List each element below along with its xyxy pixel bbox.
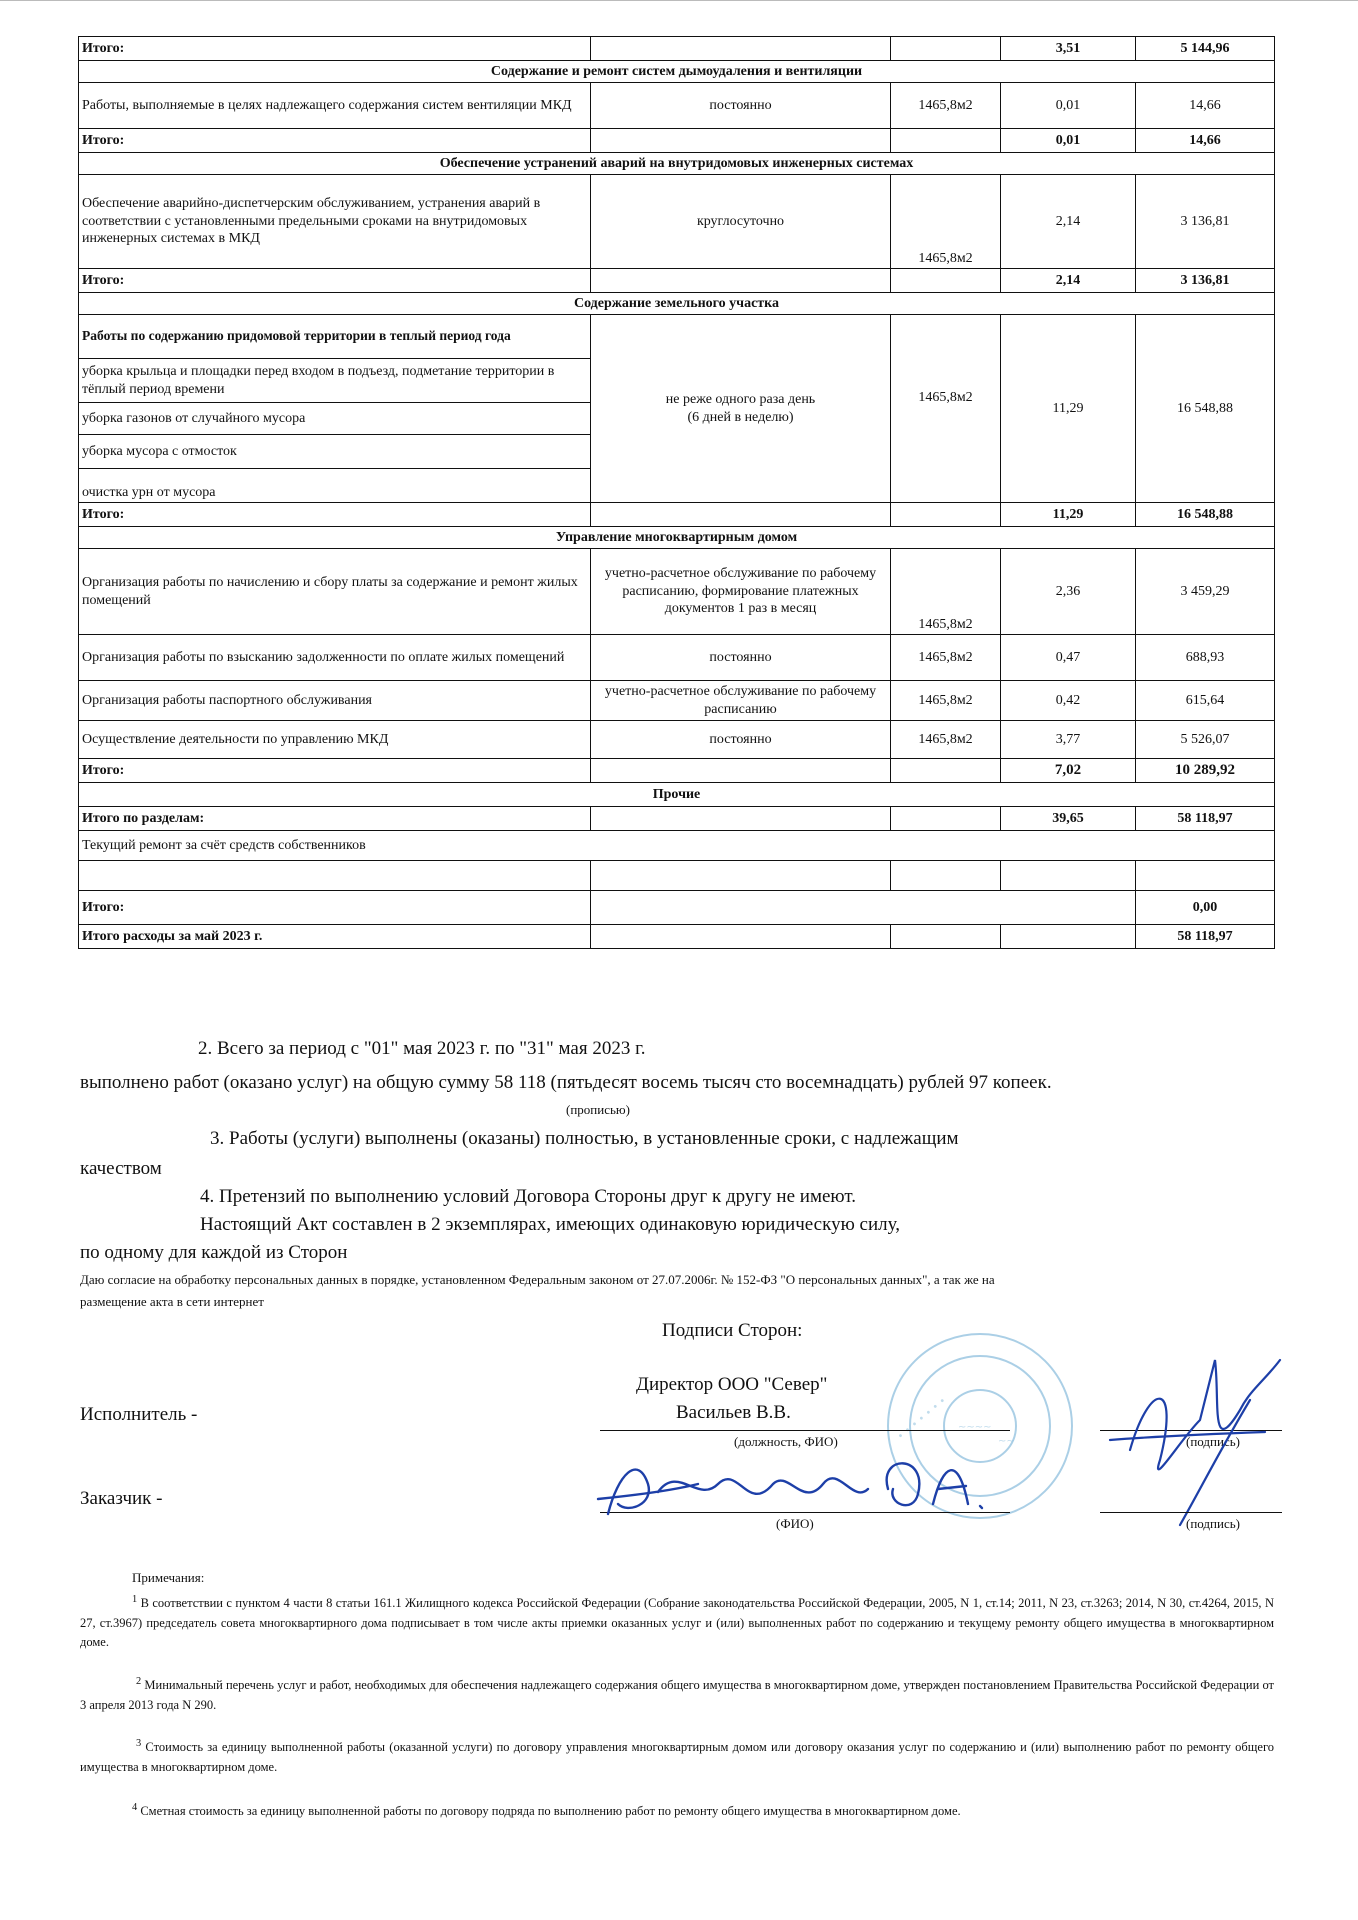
svg-text:~~: ~~: [998, 1436, 1015, 1447]
work-sum: 615,64: [1136, 681, 1275, 721]
work-sum: 3 459,29: [1136, 549, 1275, 635]
work-rate: 11,29: [1001, 315, 1136, 503]
note-1: $^1$ В соответствии с пунктом 4 части 8 статьи 161.1 Жилищного кодекса Российской Федерации (Собрание законодательства Российской Федерации, 2005, N 1, ст.14; 2011, N 23, ст.3263; 2014, N 30, ст.4264, 2015, N 27, ст.3967) председатель совета многоквартирного дома подписывает в том числе акты приемки оказанных услуг и (или) выполненных работ по содержанию и текущему ремонту общего имущества в многоквартирном доме.: [80, 1594, 1274, 1649]
work-sum: 3 136,81: [1136, 175, 1275, 269]
total-row: [79, 269, 1275, 293]
work-sum: 14,66: [1136, 83, 1275, 129]
work-name: Осуществление деятельности по управлению МКД: [79, 721, 591, 759]
total-row: [79, 925, 1275, 949]
total-sum: 10 289,92: [1136, 759, 1275, 783]
total-label: Итого:: [79, 891, 591, 925]
work-period: постоянно: [591, 83, 891, 129]
total-row: [79, 503, 1275, 527]
table-row: [79, 721, 1275, 759]
customer-label: Заказчик -: [80, 1488, 163, 1509]
note-1-marker: 1: [132, 1594, 138, 1605]
executor-signature: [1090, 1340, 1290, 1530]
total-rate: 39,65: [1001, 807, 1136, 831]
note-3-marker: 3: [136, 1738, 142, 1749]
total-label: Итого расходы за май 2023 г.: [79, 925, 591, 949]
table-row: [79, 635, 1275, 681]
total-sum: 0,00: [1136, 891, 1275, 925]
total-rate: 11,29: [1001, 503, 1136, 527]
section-title: Обеспечение устранений аварий на внутридомовых инженерных системах: [79, 153, 1275, 175]
paragraph-5-line-1: Настоящий Акт составлен в 2 экземплярах, имеющих одинаковую юридическую силу,: [200, 1214, 900, 1235]
customer-sign-line: [1100, 1512, 1282, 1513]
consent-line-2: размещение акта в сети интернет: [80, 1294, 264, 1309]
work-rate: 3,77: [1001, 721, 1136, 759]
signatures-title: Подписи Сторон:: [662, 1320, 803, 1341]
total-sum: 3 136,81: [1136, 269, 1275, 293]
work-group-head: Работы по содержанию придомовой территории в теплый период года: [79, 315, 591, 359]
table-row: [79, 83, 1275, 129]
customer-sign-caption: (подпись): [1186, 1516, 1240, 1531]
svg-text:~~~~: ~~~~: [958, 1422, 992, 1433]
paragraph-3-line-2: качеством: [80, 1158, 162, 1179]
total-label: Итого:: [79, 129, 591, 153]
total-label: Итого:: [79, 503, 591, 527]
total-rate: 0,01: [1001, 129, 1136, 153]
total-row: [79, 891, 1275, 925]
section-title: Прочие: [79, 783, 1275, 807]
section-title: Содержание и ремонт систем дымоудаления и вентиляции: [79, 61, 1275, 83]
consent-line-1: Даю согласие на обработку персональных данных в порядке, установленном Федеральным законом от 27.07.2006г. № 152-ФЗ "О персональных данных", а так же на: [80, 1272, 995, 1287]
propisyu-caption: (прописью): [566, 1102, 630, 1117]
work-name: Организация работы по взысканию задолженности по оплате жилых помещений: [79, 635, 591, 681]
total-label: Итого:: [79, 759, 591, 783]
paragraph-5-line-2: по одному для каждой из Сторон: [80, 1242, 348, 1263]
section-title: Управление многоквартирным домом: [79, 527, 1275, 549]
executor-name: Васильев В.В.: [676, 1402, 791, 1423]
total-row: [79, 129, 1275, 153]
total-rate: 3,51: [1001, 37, 1136, 61]
top-rule: [0, 0, 1358, 5]
customer-handwriting: [588, 1444, 1008, 1528]
note-2-marker: 2: [136, 1676, 142, 1687]
work-area: 1465,8м2: [891, 681, 1001, 721]
work-rate: 0,01: [1001, 83, 1136, 129]
svg-text:• • • • • • •: • • • • • • •: [895, 1395, 949, 1443]
work-name: Организация работы паспортного обслуживания: [79, 681, 591, 721]
note-4: $^4$ Сметная стоимость за единицу выполненной работы по договору подряда по выполнению работ по ремонту общего имущества в многоквартирном доме.: [132, 1802, 961, 1819]
work-name: Обеспечение аварийно-диспетчерским обслуживанием, устранения аварий в соответствии с установленными предельными сроками на внутридомовых инженерных системах в МКД: [79, 175, 591, 269]
total-row: [79, 37, 1275, 61]
table-row: [79, 861, 1275, 891]
executor-label: Исполнитель -: [80, 1404, 198, 1425]
work-period: постоянно: [591, 721, 891, 759]
total-sum: 16 548,88: [1136, 503, 1275, 527]
work-item: уборка мусора с отмосток: [79, 435, 591, 469]
work-name: Работы, выполняемые в целях надлежащего содержания систем вентиляции МКД: [79, 83, 591, 129]
work-sum: 688,93: [1136, 635, 1275, 681]
paragraph-2-line-1: 2. Всего за период с "01" мая 2023 г. по "31" мая 2023 г.: [198, 1038, 646, 1059]
total-sum: 5 144,96: [1136, 37, 1275, 61]
total-row: [79, 807, 1275, 831]
total-row: [79, 759, 1275, 783]
repair-title: Текущий ремонт за счёт средств собственников: [79, 831, 1275, 861]
work-area: 1465,8м2: [891, 635, 1001, 681]
table-row: [79, 681, 1275, 721]
work-item: уборка крыльца и площадки перед входом в подъезд, подметание территории в тёплый период времени: [79, 359, 591, 403]
work-rate: 0,42: [1001, 681, 1136, 721]
paragraph-2-line-2: выполнено работ (оказано услуг) на общую сумму 58 118 (пятьдесят восемь тысяч сто восемнадцать) рублей 97 копеек.: [80, 1072, 1052, 1093]
total-label: Итого:: [79, 269, 591, 293]
total-rate: 7,02: [1001, 759, 1136, 783]
table-row: [79, 549, 1275, 635]
paragraph-3-line-1: 3. Работы (услуги) выполнены (оказаны) полностью, в установленные сроки, с надлежащим: [210, 1128, 959, 1149]
note-3: $^3$ Стоимость за единицу выполненной работы (оказанной услуги) по договору управления многоквартирным домом или договору оказания услуг по содержанию и (или) выполнению работ по ремонту общего имущества в многоквартирном доме.: [80, 1738, 1275, 1774]
work-rate: 2,14: [1001, 175, 1136, 269]
work-area: 1465,8м2: [891, 549, 1001, 635]
work-period: учетно-расчетное обслуживание по рабочему расписанию: [591, 681, 891, 721]
total-sum: 14,66: [1136, 129, 1275, 153]
total-rate: 2,14: [1001, 269, 1136, 293]
paragraph-4: 4. Претензий по выполнению условий Договора Стороны друг к другу не имеют.: [200, 1186, 856, 1207]
executor-caption: (должность, ФИО): [734, 1434, 838, 1449]
work-period: круглосуточно: [591, 175, 891, 269]
work-period: учетно-расчетное обслуживание по рабочему расписанию, формирование платежных документов 1 раз в месяц: [591, 549, 891, 635]
executor-sign-caption: (подпись): [1186, 1434, 1240, 1449]
work-area: 1465,8м2: [891, 175, 1001, 269]
customer-caption: (ФИО): [776, 1516, 814, 1531]
works-table: [78, 36, 1275, 949]
total-sum: 58 118,97: [1136, 925, 1275, 949]
work-area: 1465,8м2: [891, 83, 1001, 129]
work-area: 1465,8м2: [891, 315, 1001, 503]
work-rate: 0,47: [1001, 635, 1136, 681]
work-sum: 5 526,07: [1136, 721, 1275, 759]
notes-title: Примечания:: [132, 1570, 205, 1585]
work-item: очистка урн от мусора: [79, 469, 591, 503]
work-item: уборка газонов от случайного мусора: [79, 403, 591, 435]
table-row: [79, 315, 1275, 359]
work-period: не реже одного раза день (6 дней в неделю): [591, 315, 891, 503]
note-2: $^2$ Минимальный перечень услуг и работ, необходимых для обеспечения надлежащего содержания общего имущества в многоквартирном доме, утвержден постановлением Правительства Российской Федерации от 3 апреля 2013 года N 290.: [80, 1676, 1275, 1712]
work-rate: 2,36: [1001, 549, 1136, 635]
work-area: 1465,8м2: [891, 721, 1001, 759]
executor-position: Директор ООО "Север": [636, 1374, 828, 1395]
work-period: постоянно: [591, 635, 891, 681]
total-label: Итого:: [79, 37, 591, 61]
executor-name-line: [600, 1430, 1010, 1431]
total-label: Итого по разделам:: [79, 807, 591, 831]
total-sum: 58 118,97: [1136, 807, 1275, 831]
section-title: Содержание земельного участка: [79, 293, 1275, 315]
work-sum: 16 548,88: [1136, 315, 1275, 503]
work-name: Организация работы по начислению и сбору платы за содержание и ремонт жилых помещений: [79, 549, 591, 635]
note-4-marker: 4: [132, 1802, 138, 1813]
table-row: [79, 175, 1275, 269]
